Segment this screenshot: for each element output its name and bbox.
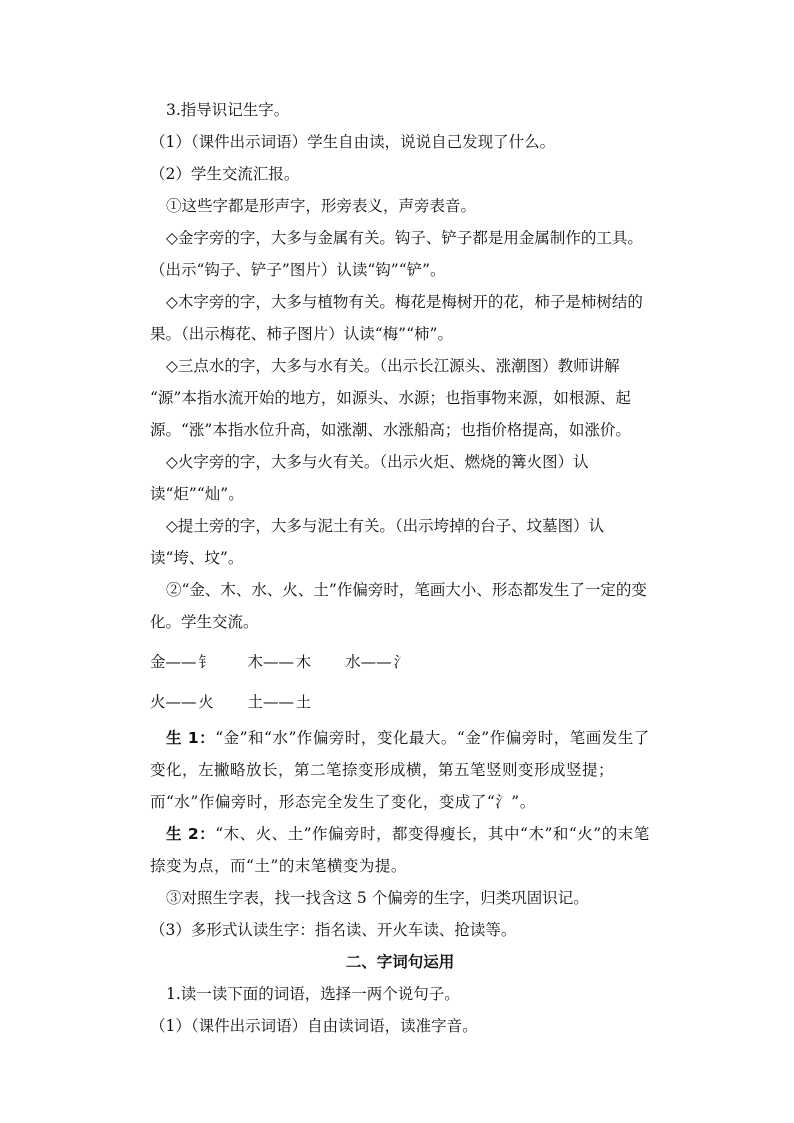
- paragraph: 1.读一读下面的词语，选择一两个说句子。: [166, 985, 460, 1003]
- radical-glyph: 土: [296, 693, 312, 711]
- base-char: 木——: [247, 653, 295, 671]
- paragraph: ◇木字旁的字，大多与植物有关。梅花是梅树开的花，柿子是柿树结的果。（出示梅花、柿子图片）认读“梅”“柿”。: [150, 293, 643, 343]
- paragraph: ②“金、木、水、火、土”作偏旁时，笔画大小、形态都发生了一定的变化。学生交流。: [150, 581, 647, 631]
- student-answer-text: “木、火、土”作偏旁时，都变得瘦长，其中“木”和“火”的末笔捺变为点，而“土”的末笔横变为提。: [150, 825, 650, 875]
- paragraph: ◇火字旁的字，大多与火有关。（出示火炬、燃烧的篝火图）认读“炬”“灿”。: [150, 453, 589, 503]
- radical-row-2: [150, 682, 650, 722]
- base-char: 金——: [150, 653, 197, 671]
- paragraph: ◇金字旁的字，大多与金属有关。钩子、铲子都是用金属制作的工具。（出示“钩子、铲子”图片）认读“钩”“铲”。: [150, 229, 643, 279]
- radical-glyph: 木: [296, 653, 312, 671]
- student-answer-2: [150, 818, 650, 882]
- paragraph: （3）多形式认读生字：指名读、开火车读、抢读等。: [150, 921, 517, 939]
- base-char: 土——: [247, 693, 295, 711]
- paragraph: （1）（课件出示词语）学生自由读，说说自己发现了什么。: [150, 133, 556, 151]
- radical-row-1: [150, 642, 650, 682]
- radical-glyph: 氵: [393, 653, 409, 671]
- paragraph: ③对照生字表，找一找含这 5 个偏旁的生字，归类巩固识记。: [166, 889, 589, 907]
- radical-glyph: 火: [198, 693, 214, 711]
- student-answer-text: “金”和“水”作偏旁时，变化最大。“金”作偏旁时，笔画发生了变化，左撇略放长，第二笔捺变形成横，第五笔竖则变形成竖提；而“水”作偏旁时，形态完全发生了变化，变成了“氵”。: [150, 729, 650, 811]
- paragraph: ◇三点水的字，大多与水有关。（出示长江源头、涨潮图）教师讲解 “源”本指水流开始的地方，如源头、水源；也指事物来源，如根源、起源。“涨”本指水位升高，如涨潮、水涨船高；也指价格提高，如涨价。: [150, 357, 631, 439]
- document-body: [150, 94, 650, 1042]
- radical-pair: [150, 646, 214, 678]
- base-char: 水——: [345, 653, 392, 671]
- section-title: 二、字词句运用: [345, 953, 455, 971]
- radical-pair: [248, 646, 312, 678]
- paragraph: ◇提土旁的字，大多与泥土有关。（出示垮掉的台子、坟墓图）认读“垮、坟”。: [150, 517, 605, 567]
- student-answer-1: [150, 722, 650, 818]
- paragraph: ①这些字都是形声字，形旁表义，声旁表音。: [166, 197, 477, 215]
- base-char: 火——: [150, 693, 197, 711]
- paragraph: （1）（课件出示词语）自由读词语，读准字音。: [150, 1017, 478, 1035]
- paragraph: （2）学生交流汇报。: [150, 165, 300, 183]
- radical-pair: [345, 646, 409, 678]
- radical-pair: [150, 686, 214, 718]
- radical-pair: [248, 686, 312, 718]
- student-label: 生 1：: [166, 729, 216, 747]
- paragraph: 3.指导识记生字。: [166, 101, 290, 119]
- student-label: 生 2：: [166, 825, 216, 843]
- radical-glyph: 钅: [198, 653, 214, 671]
